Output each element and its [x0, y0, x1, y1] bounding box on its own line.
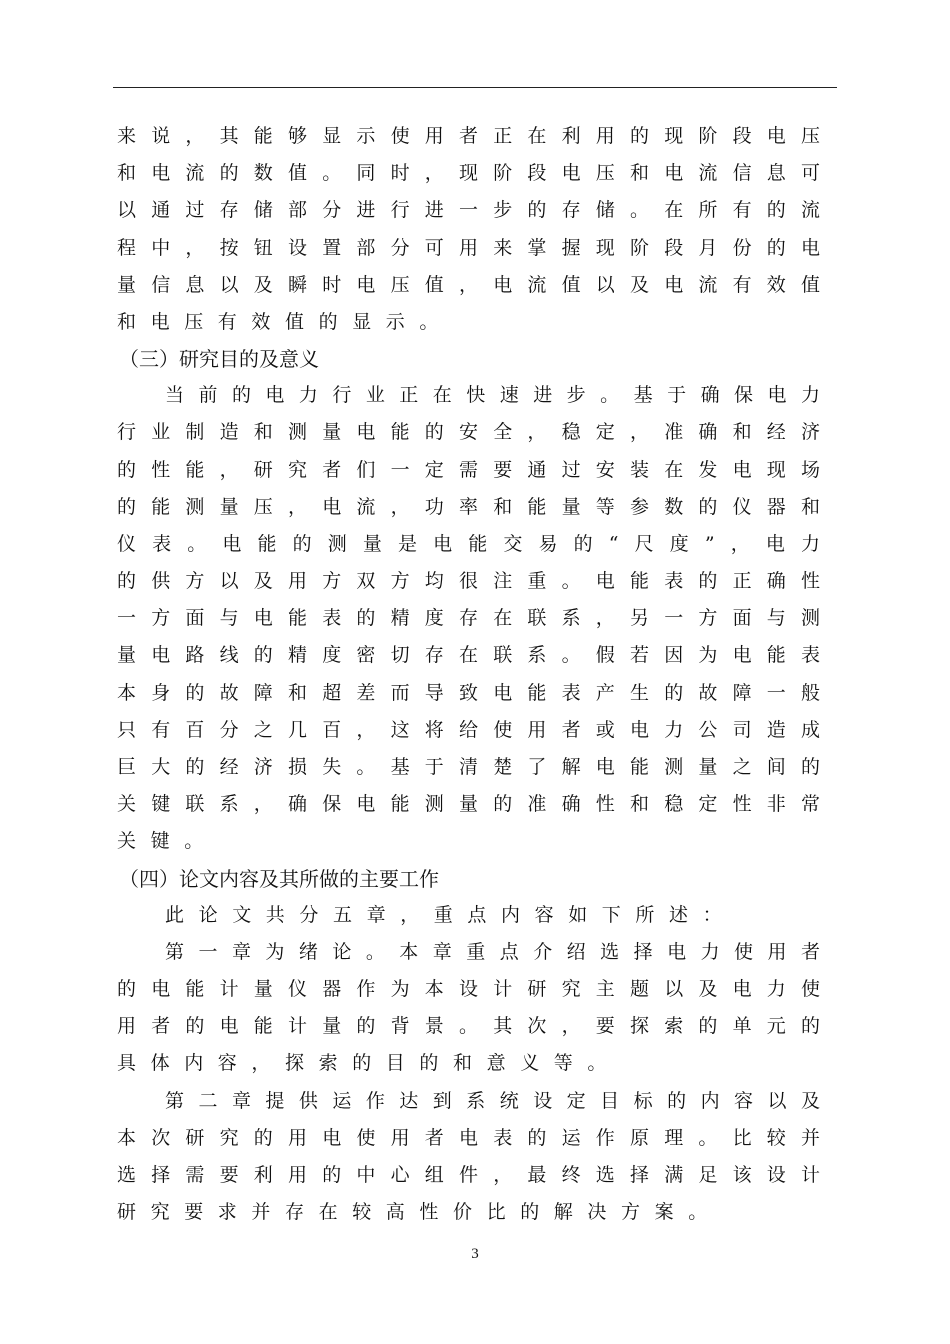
section-heading: （四）论文内容及其所做的主要工作: [119, 866, 439, 891]
text-line: 巨大的经济损失。基于清楚了解电能测量之间的: [117, 756, 820, 778]
text-line: 关键。: [117, 830, 218, 853]
text-line: 和电压有效值的显示。: [117, 310, 454, 333]
text-line: 当前的电力行业正在快速进步。基于确保电力: [165, 384, 820, 407]
document-body: [117, 118, 820, 1231]
text-line: 仪表。电能的测量是电能交易的“尺度”，电力: [117, 532, 820, 555]
text-line: 本次研究的用电使用者电表的运作原理。比较并: [117, 1126, 820, 1149]
text-line: 第一章为绪论。本章重点介绍选择电力使用者: [165, 940, 820, 963]
text-line: 研究要求并存在较高性价比的解决方案。: [117, 1201, 722, 1224]
text-line: 本身的故障和超差而导致电能表产生的故障一般: [117, 681, 820, 704]
text-line: 来说，其能够显示使用者正在利用的现阶段电压: [117, 125, 820, 147]
text-line: 量电路线的精度密切存在联系。假若因为电能表: [117, 644, 820, 667]
text-line: 此论文共分五章，重点内容如下所述：: [165, 903, 737, 926]
text-line: 选择需要利用的中心组件，最终选择满足该设计: [117, 1163, 820, 1186]
header-rule: [113, 87, 837, 88]
page-number: 3: [471, 1246, 479, 1262]
text-line: 的电能计量仪器作为本设计研究主题以及电力使: [117, 977, 820, 1000]
text-line: 和电流的数值。同时，现阶段电压和电流信息可: [117, 162, 820, 185]
text-line: 的供方以及用方双方均很注重。电能表的正确性: [117, 570, 820, 593]
text-line: 行业制造和测量电能的安全，稳定，准确和经济: [117, 421, 820, 444]
text-line: 具体内容，探索的目的和意义等。: [117, 1052, 622, 1075]
text-line: 的性能，研究者们一定需要通过安装在发电现场: [117, 458, 820, 481]
text-line: 的能测量压，电流，功率和能量等参数的仪器和: [117, 495, 820, 518]
text-line: 量信息以及瞬时电压值，电流值以及电流有效值: [117, 273, 820, 296]
text-line: 关键联系，确保电能测量的准确性和稳定性非常: [117, 793, 820, 816]
text-line: 一方面与电能表的精度存在联系，另一方面与测: [117, 607, 820, 630]
text-line: 只有百分之几百，这将给使用者或电力公司造成: [117, 718, 820, 741]
text-line: 第二章提供运作达到系统设定目标的内容以及: [165, 1089, 820, 1112]
section-heading: （三）研究目的及意义: [119, 347, 319, 372]
text-line: 以通过存储部分进行进一步的存储。在所有的流: [117, 199, 820, 222]
text-line: 程中，按钮设置部分可用来掌握现阶段月份的电: [117, 236, 820, 259]
text-line: 用者的电能计量的背景。其次，要探索的单元的: [117, 1015, 820, 1038]
